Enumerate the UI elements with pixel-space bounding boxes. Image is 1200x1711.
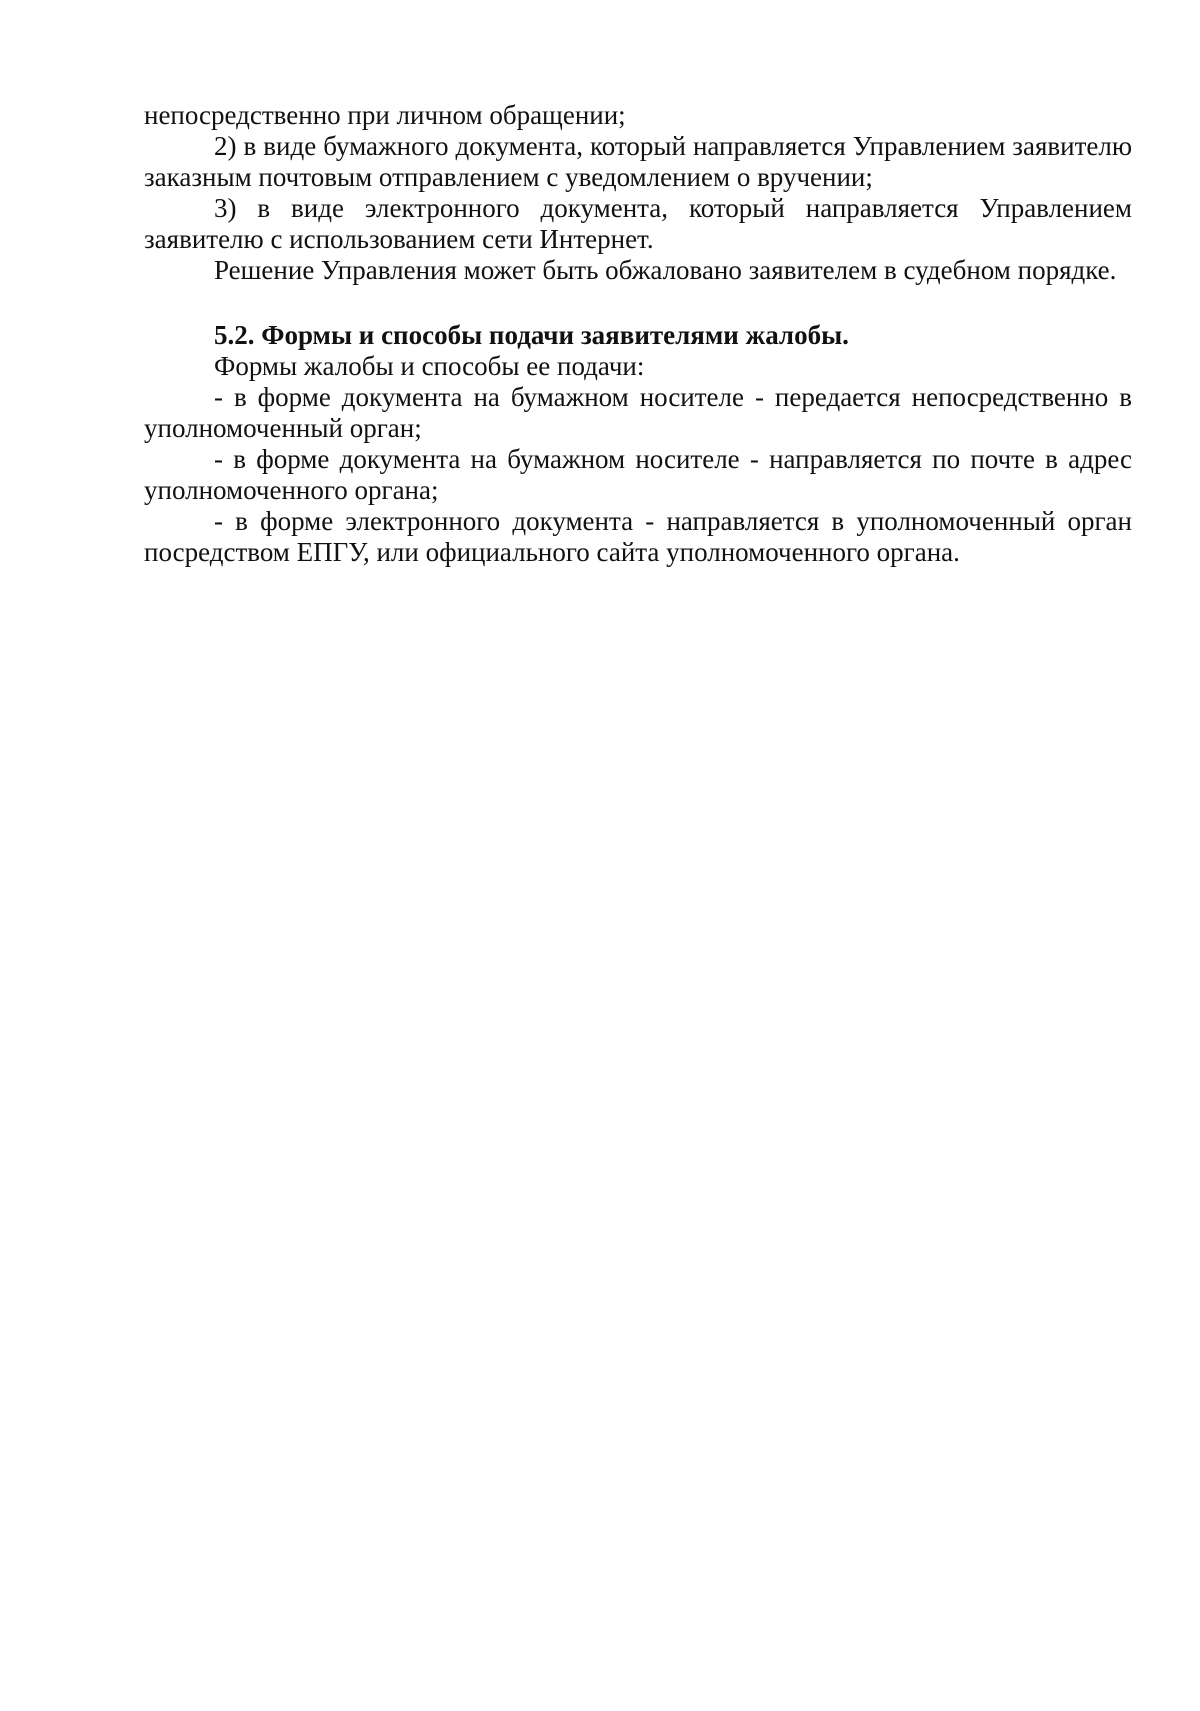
paragraph-forms-intro: Формы жалобы и способы ее подачи: [214,351,645,381]
list-item-electronic: - в форме электронного документа - направляется в уполномоченный орган посредством ЕПГУ, или официального сайта уполномоченного органа. [144,506,1132,567]
paragraph-item-2: 2) в виде бумажного документа, который направляется Управлением заявителю заказным почтовым отправлением с уведомлением о вручении; [144,131,1132,192]
list-item-paper-direct: - в форме документа на бумажном носителе - передается непосредственно в уполномоченный орган; [144,382,1132,443]
document-body [144,100,1132,568]
paragraph-item-3: 3) в виде электронного документа, который направляется Управлением заявителю с использованием сети Интернет. [144,193,1132,254]
list-item-paper-mail: - в форме документа на бумажном носителе - направляется по почте в адрес уполномоченного органа; [144,444,1132,505]
section-heading: 5.2. Формы и способы подачи заявителями жалобы. [214,320,849,350]
paragraph-appeal-decision: Решение Управления может быть обжаловано заявителем в судебном порядке. [214,255,1117,285]
paragraph-continuation: непосредственно при личном обращении; [144,100,626,130]
